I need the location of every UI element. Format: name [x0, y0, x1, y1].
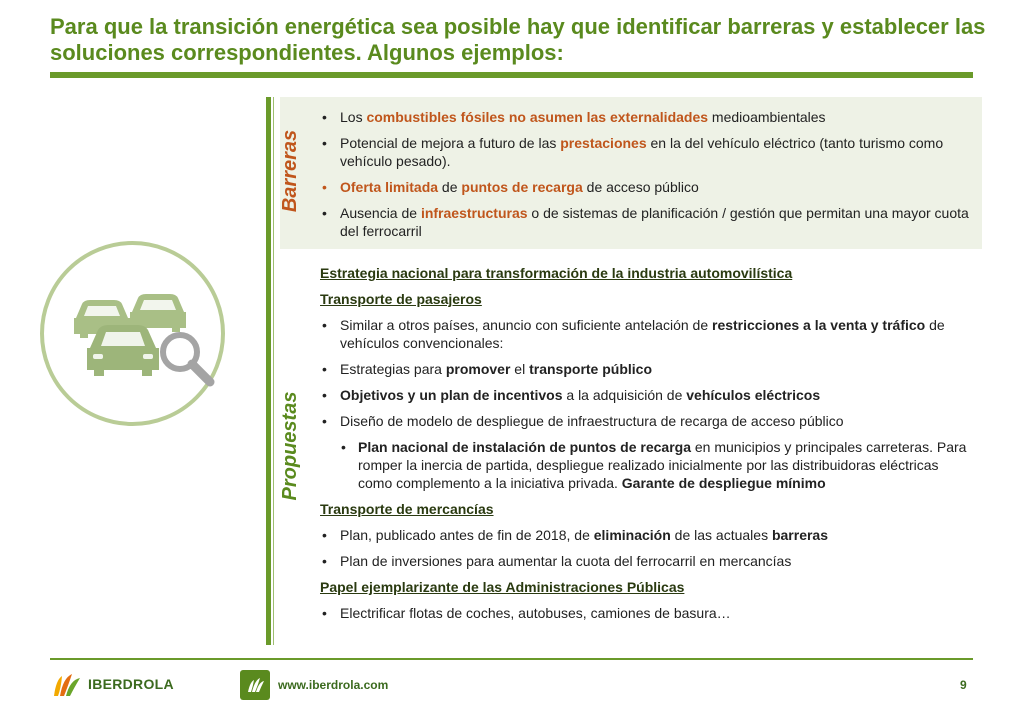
- barrera-item-4: • Ausencia de infraestructuras o de sistemas de planificación / gestión que permitan una mayor cuota del ferrocarril: [320, 204, 975, 240]
- page-number: 9: [960, 678, 967, 692]
- propuesta-item-6: • Plan, publicado antes de fin de 2018, de eliminación de las actuales barreras: [320, 526, 975, 544]
- vertical-divider-thin: [273, 97, 274, 645]
- website-link[interactable]: www.iberdrola.com: [278, 678, 389, 692]
- page-title: Para que la transición energética sea posible hay que identificar barreras y establecer las soluciones correspondientes. Algunos ejemplos:: [50, 14, 986, 65]
- barreras-label: Barreras: [279, 129, 301, 213]
- barrera-item-1: • Los combustibles fósiles no asumen las externalidades medioambientales: [320, 108, 975, 126]
- propuestas-label: Propuestas: [279, 391, 301, 501]
- propuesta-item-3: • Objetivos y un plan de incentivos a la adquisición de vehículos eléctricos: [320, 386, 975, 404]
- propuestas-heading-mercancias: Transporte de mercancías: [320, 501, 494, 517]
- website-icon: [240, 670, 270, 700]
- brand-name: IBERDROLA: [88, 676, 174, 692]
- footer-divider: [50, 658, 973, 660]
- barreras-list: [320, 108, 975, 240]
- propuestas-list: [320, 264, 975, 622]
- title-divider: [50, 72, 973, 78]
- propuesta-item-2: • Estrategias para promover el transporte público: [320, 360, 975, 378]
- propuesta-item-7: • Plan de inversiones para aumentar la cuota del ferrocarril en mercancías: [320, 552, 975, 570]
- propuestas-heading-pasajeros: Transporte de pasajeros: [320, 291, 482, 307]
- propuesta-item-4: • Diseño de modelo de despliegue de infraestructura de recarga de acceso público: [320, 412, 975, 430]
- barrera-item-2: • Potencial de mejora a futuro de las prestaciones en la del vehículo eléctrico (tanto turismo como vehículo pesado).: [320, 134, 975, 170]
- barrera-item-3: • Oferta limitada de puntos de recarga de acceso público: [320, 178, 975, 196]
- propuestas-heading-administraciones: Papel ejemplarizante de las Administraciones Públicas: [320, 579, 685, 595]
- leaf-logo-icon: [52, 670, 82, 698]
- iberdrola-logo: [52, 670, 174, 698]
- propuesta-subitem-plan-nacional: • Plan nacional de instalación de puntos de recarga en municipios y principales carreteras. Para romper la inercia de partida, despliegue realizado inicialmente por las distribuidoras eléctricas como complemento a la iniciativa privada. Garante de despliegue mínimo: [320, 438, 975, 492]
- vertical-divider: [266, 97, 271, 645]
- propuesta-item-1: • Similar a otros países, anuncio con suficiente antelación de restricciones a la venta y tráfico de vehículos convencionales:: [320, 316, 975, 352]
- cars-magnifier-icon: [68, 290, 228, 390]
- propuesta-item-8: • Electrificar flotas de coches, autobuses, camiones de basura…: [320, 604, 975, 622]
- propuestas-heading-estrategia: Estrategia nacional para transformación de la industria automovilística: [320, 265, 793, 281]
